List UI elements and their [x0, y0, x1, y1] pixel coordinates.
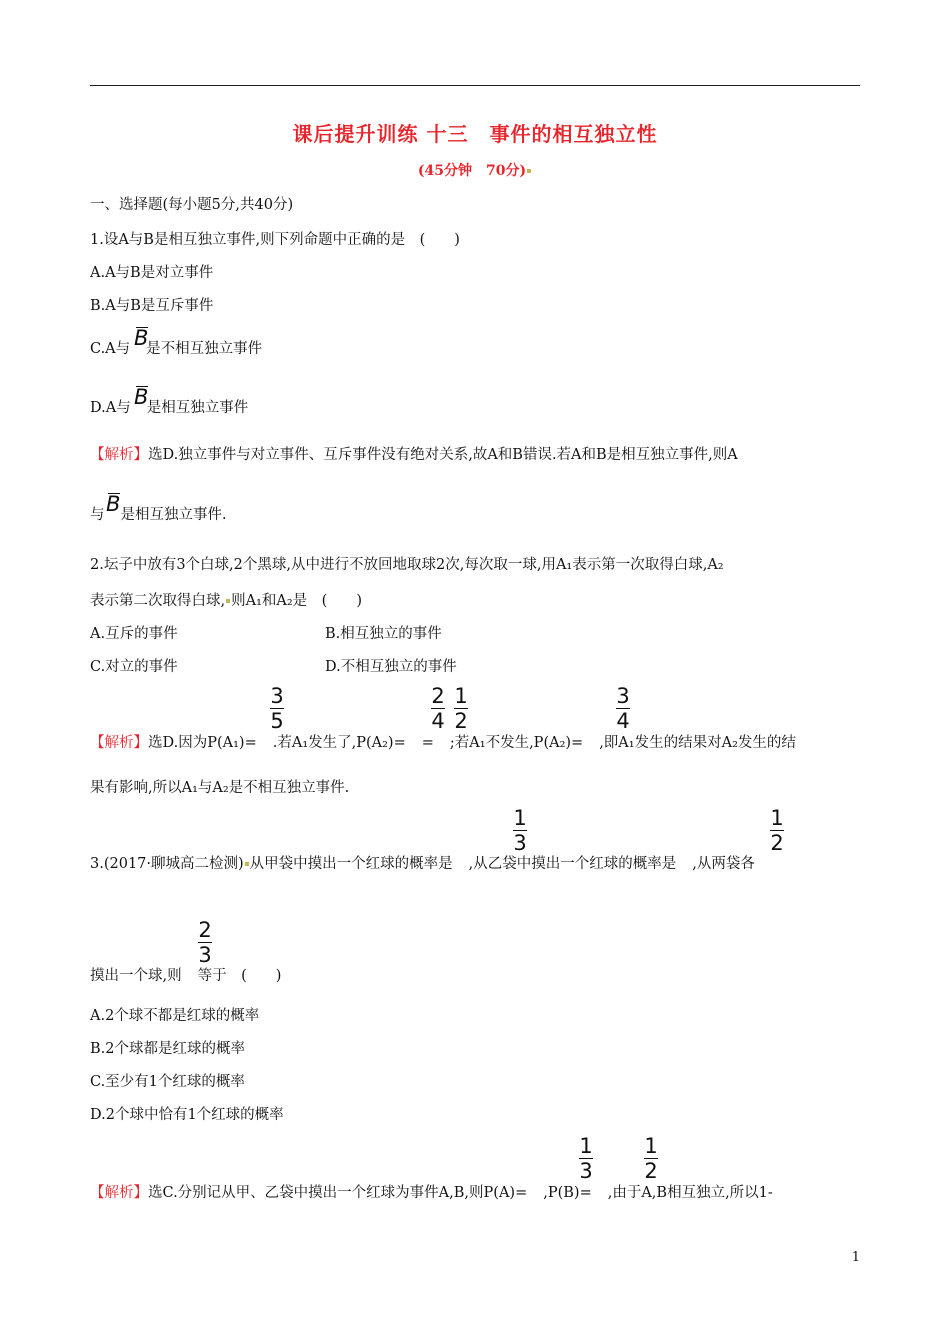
q2-frac-3-5: 3 5 [270, 684, 284, 733]
q1-solution-bbar: B [106, 492, 121, 516]
q3-option-b: B.2个球都是红球的概率 [90, 1041, 245, 1057]
page-title: 课后提升训练 十三 事件的相互独立性 [292, 122, 658, 146]
q1-option-d: D.A与 是相互独立事件 [90, 400, 249, 416]
q2-option-c: C.对立的事件 [90, 659, 178, 675]
q1-stem: 1.设A与B是相互独立事件,则下列命题中正确的是 ( ) [90, 232, 460, 248]
q1-option-c-bbar: B [134, 326, 149, 350]
q2-frac-3-4: 3 4 [616, 684, 630, 733]
q3-option-c: C.至少有1个红球的概率 [90, 1074, 245, 1090]
mark-dot [245, 862, 249, 866]
q2-option-d: D.不相互独立的事件 [325, 659, 457, 675]
q1-option-b: B.A与B是互斥事件 [90, 298, 214, 314]
mark-dot [226, 599, 230, 603]
top-rule [90, 85, 860, 86]
q3-solution-frac-1-2: 1 2 [644, 1134, 658, 1183]
q1-solution-line2: 与 是相互独立事件. [90, 507, 227, 523]
solution-tag: 【解析】 [90, 1185, 148, 1201]
q2-option-a: A.互斥的事件 [90, 626, 178, 642]
q3-frac-2-3: 2 3 [198, 918, 212, 967]
q2-stem-line1: 2.坛子中放有3个白球,2个黑球,从中进行不放回地取球2次,每次取一球,用A₁表示第一次取得白球,A₂ [90, 557, 724, 573]
q3-frac-1-3: 1 3 [513, 806, 527, 855]
q3-option-a: A.2个球不都是红球的概率 [90, 1008, 260, 1024]
q3-solution-frac-1-3: 1 3 [579, 1134, 593, 1183]
page-subtitle: (45分钟 70分) [0, 160, 950, 180]
page-number: 1 [851, 1250, 860, 1265]
q3-frac-1-2: 1 2 [770, 806, 784, 855]
q3-stem-line2: 摸出一个球,则 等于 ( ) [90, 968, 282, 984]
q3-solution-line1: 【解析】选C.分别记从甲、乙袋中摸出一个红球为事件A,B,则P(A)= ,P(B)= ,由于A,B相互独立,所以1- [90, 1185, 773, 1201]
q1-option-a: A.A与B是对立事件 [90, 265, 214, 281]
solution-tag: 【解析】 [90, 735, 148, 751]
q1-option-d-bbar: B [134, 385, 149, 409]
q2-option-b: B.相互独立的事件 [325, 626, 442, 642]
q3-option-d: D.2个球中恰有1个红球的概率 [90, 1107, 284, 1123]
q2-stem-line2: 表示第二次取得白球, 则A₁和A₂是 ( ) [90, 593, 362, 609]
solution-tag: 【解析】 [90, 447, 148, 463]
q1-solution-line1: 【解析】选D.独立事件与对立事件、互斥事件没有绝对关系,故A和B错误.若A和B是相互独立事件,则A [90, 447, 738, 463]
q2-solution-line1: 【解析】选D.因为P(A₁)= .若A₁发生了,P(A₂)= = ;若A₁不发生,P(A₂)= ,即A₁发生的结果对A₂发生的结 [90, 735, 796, 751]
q3-stem-line1: 3.(2017·聊城高二检测) 从甲袋中摸出一个红球的概率是 ,从乙袋中摸出一个红球的概率是 ,从两袋各 [90, 856, 755, 872]
q2-solution-line2: 果有影响,所以A₁与A₂是不相互独立事件. [90, 780, 350, 796]
section-heading: 一、选择题(每小题5分,共40分) [90, 197, 294, 213]
q2-frac-2-4: 2 4 [431, 684, 445, 733]
q2-frac-1-2: 1 2 [454, 684, 468, 733]
q1-option-c: C.A与 是不相互独立事件 [90, 341, 263, 357]
mark-dot [527, 169, 531, 173]
